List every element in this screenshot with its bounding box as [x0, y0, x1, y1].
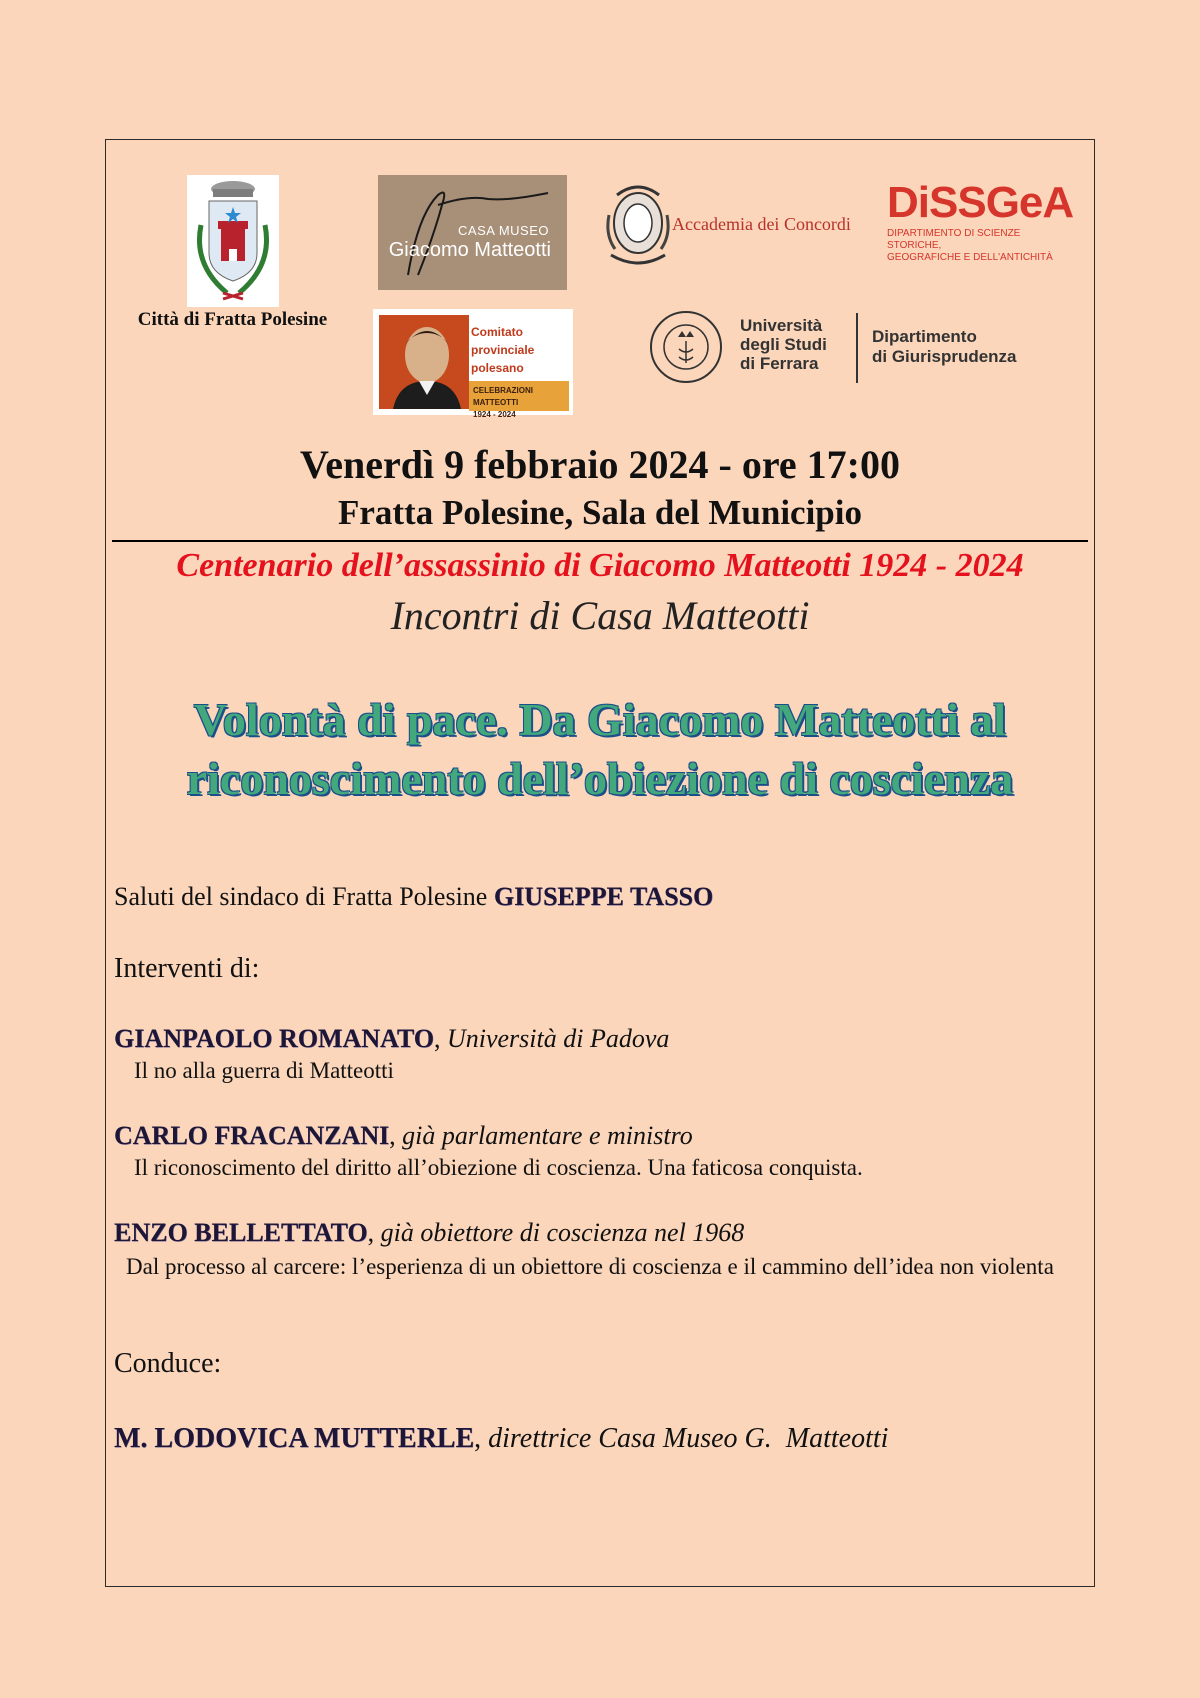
unife-name [740, 316, 827, 373]
series-title: Incontri di Casa Matteotti [390, 593, 810, 638]
title-line2: riconoscimento dell’obiezione di coscienza [186, 753, 1014, 804]
unife-line3: di Ferrara [740, 354, 819, 373]
speaker-1-name: GIANPAOLO ROMANATO [114, 1024, 434, 1053]
portrait-icon [379, 315, 469, 409]
conduce-label: Conduce: [114, 1348, 222, 1379]
centenario-line: Centenario dell’assassinio di Giacomo Matteotti 1924 - 2024 [176, 547, 1024, 584]
speaker-3-role: già obiettore di coscienza nel 1968 [380, 1218, 745, 1247]
dissgea-line2: GEOGRAFICHE E DELL'ANTICHITÀ [887, 252, 1053, 263]
coat-of-arms-icon [187, 175, 279, 307]
speaker-3: ENZO BELLETTATO, già obiettore di coscienza nel 1968 [114, 1218, 745, 1247]
unife-seal-icon [648, 309, 724, 385]
unife-line2: degli Studi [740, 335, 827, 354]
dissgea-logo [887, 178, 1073, 264]
unife-line1: Università [740, 316, 823, 335]
comitato-line2: provinciale [471, 343, 535, 357]
moderator-role: direttrice Casa Museo G. Matteotti [488, 1423, 889, 1454]
comune-label: Città di Fratta Polesine [137, 309, 328, 330]
speaker-1-talk: Il no alla guerra di Matteotti [134, 1058, 394, 1083]
comitato-line1: Comitato [471, 325, 523, 339]
comitato-logo [373, 309, 573, 419]
interventi-label: Interventi di: [114, 953, 260, 984]
event-place: Fratta Polesine, Sala del Municipio [337, 493, 862, 532]
comitato-line3: polesano [471, 361, 524, 375]
accademia-label: Accademia dei Concordi [672, 214, 851, 234]
event-date: Venerdì 9 febbraio 2024 - ore 17:00 [300, 442, 900, 487]
title-line1: Volontà di pace. Da Giacomo Matteotti al [193, 694, 1007, 745]
dissgea-name: DiSSGeA [887, 178, 1074, 227]
speaker-1-role: Università di Padova [446, 1024, 670, 1053]
unife-dept [872, 327, 1017, 367]
speaker-3-name: ENZO BELLETTATO [114, 1218, 368, 1247]
moderator-name: M. LODOVICA MUTTERLE [114, 1423, 475, 1454]
unife-dept2: di Giurisprudenza [872, 347, 1017, 366]
saluti-prefix: Saluti del sindaco di Fratta Polesine [114, 882, 494, 911]
speaker-1: GIANPAOLO ROMANATO, Università di Padova [114, 1024, 670, 1053]
unife-dept1: Dipartimento [872, 327, 977, 346]
speaker-2: CARLO FRACANZANI, già parlamentare e ministro [114, 1121, 693, 1150]
moderator: M. LODOVICA MUTTERLE, direttrice Casa Museo G. Matteotti [114, 1423, 889, 1454]
casa-museo-line1: CASA MUSEO [458, 223, 549, 238]
speaker-3-talk: Dal processo al carcere: l’esperienza di un obiettore di coscienza e il cammino dell’idea non violenta [126, 1254, 1054, 1279]
comitato-line4: CELEBRAZIONI MATTEOTTI [473, 386, 533, 407]
speaker-2-role: già parlamentare e ministro [402, 1121, 693, 1150]
unife-divider [856, 313, 858, 383]
casa-museo-line2: Giacomo Matteotti [388, 239, 551, 261]
dissgea-line1: DIPARTIMENTO DI SCIENZE STORICHE, [887, 228, 1021, 251]
event-title [110, 690, 1090, 808]
saluti-line [114, 882, 713, 912]
speaker-2-name: CARLO FRACANZANI [114, 1121, 390, 1150]
saluti-name: GIUSEPPE TASSO [493, 882, 714, 911]
divider [112, 540, 1088, 542]
comitato-line5: 1924 - 2024 [473, 410, 516, 419]
casa-museo-logo [378, 175, 567, 290]
speaker-2-talk: Il riconoscimento del diritto all’obiezione di coscienza. Una faticosa conquista. [134, 1155, 863, 1180]
